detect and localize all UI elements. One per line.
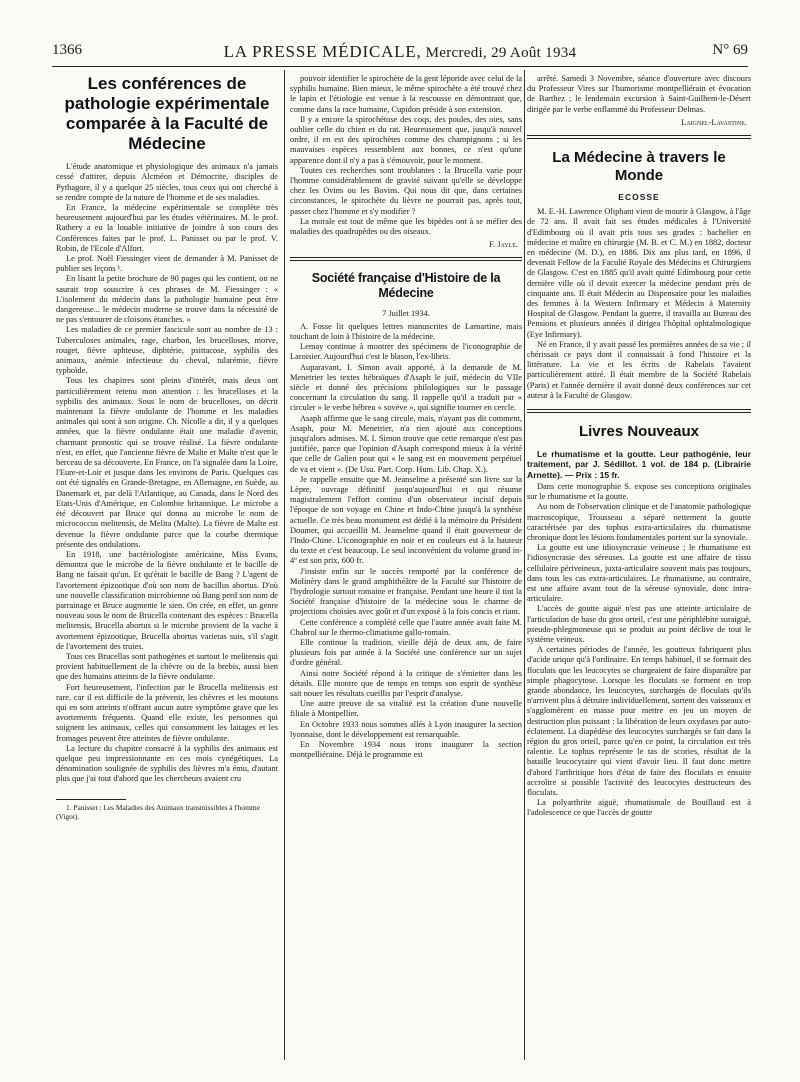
paragraph: A certaines périodes de l'année, les goutteux fabriquent plus d'acide urique qu'à l'ordinaire. En temps habituel, il se formait des floculats que les leucocytes se chargeaient de faire disparaître par simple phagocytose. Lorsque les floculats se forment en trop grande abondance, les leucocytes, surchargés de floculats qu'ils n'arrivent plus à détruire individuellement, sortent des vaisseaux et s'agglomèrent en masse pour mettre en jeu un moyen de destruction plus puissant : la libération de leurs oxydases par auto-éclatement. La diapédèse des leucocytes surchargés se fait dans la région du gros orteil, parce qu'en ce point, la circulation est très ralentie. Le tophus représente le tas de scories, résultat de la bataille leucocytaire qui vient d'avoir lieu. Il faut donc mettre d'abord l'arthritique hors d'état de faire des floculats et ensuite accroître si possible l'activité des leucocytes destructeurs des floculats. bbox=[527, 645, 751, 798]
article-title: Société française d'Histoire de la Médecine bbox=[311, 271, 501, 300]
paragraph: arrêté. Samedi 3 Novembre, séance d'ouverture avec discours du Professeur Vires sur l'humorisme montpelliérain et évocation de Barthez ; le lendemain excursion à Saint-Guilhem-le-Désert dirigée par le verbe enflammé du Professeur Delmas. bbox=[527, 74, 751, 114]
paragraph: Le prof. Noël Fiessinger vient de demander à M. Panisset de publier ses leçons ¹. bbox=[56, 254, 278, 274]
paragraph: Toutes ces recherches sont troublantes : la Brucella varie pour l'homme considérablement de gravité suivant qu'elle se développe chez les Ovins ou les Bovins. Qui nous dit que, dans certaines circonstances, le spirochète du lièvre ne pourrait pas, après tout, passer chez l'homme et s'y modifier ? bbox=[290, 165, 522, 216]
paragraph: pouvoir identifier le spirochète de la gent léporide avec celui de la syphilis humaine. Bien mieux, le même spirochète a été trouvé chez le lapin et l'étiologie est venue à la rescousse en démontrant que, comme dans la race humaine, Cupidon préside à son extension. bbox=[290, 74, 522, 114]
paragraph: Fort heureusement, l'infection par le Brucella melitensis est rare, car il est difficile de la prévenir, les chèvres et les moutons qui en sont atteints n'offrant aucun autre symptôme grave que les avortements fréquents. Quand elle existe, les personnes qui soignent les animaux, celles qui consomment les laitages et les fromages peuvent être atteintes de fièvre ondulante. bbox=[56, 682, 278, 743]
paragraph: Dans cette monographie S. expose ses conceptions originales sur le rhumatisme et la goutte. bbox=[527, 481, 751, 502]
article-body bbox=[527, 482, 751, 819]
paragraph: L'accès de goutte aiguë n'est pas une atteinte articulaire de l'articulation de base du gros orteil, c'est une périphlébite suraiguë, pseudo-phlegmoneuse qui se produit au point déclive de tout le système veineux. bbox=[527, 604, 751, 644]
paragraph: La polyarthrite aiguë, rhumatismale de Bouillaud est à l'adolescence ce que l'accès de goutte bbox=[527, 798, 751, 818]
paragraph: La goutte est une idiosyncrasie veineuse ; le rhumatisme est l'idiosyncrasie des séreuses. La goutte est une affaire de tissu cellulaire périveineux, juxta-articulaire souvent mais pas toujours, dans tous les cas extra-articulaires. Le rhumatisme, au contraire, est une affaire avant tout de la séreuse synoviale, donc intra-articulaire. bbox=[527, 543, 751, 604]
paragraph: Les maladies de ce premier fascicule sont au nombre de 13 : Tuberculoses animales, rage, charbon, les brucelloses, morve, rouget, fièvre aphteuse, diphtérie, psittacose, syphilis des animaux, anémie infectieuse du cheval, tularémie, fièvre typhoïde. bbox=[56, 325, 278, 376]
paragraph: En Octobre 1933 nous sommes allés à Lyon inaugurer la section lyonnaise, dont le développement est remarquable. bbox=[290, 719, 522, 739]
paragraph: En France, la médecine expérimentale se complète très heureusement aujourd'hui par les études vétérinaires. M. le prof. Rathery a eu la louable initiative de joindre à son cours des Conférences faites par le prof. L. Panisset ou par le prof. V. Robin, de l'Ecole d'Alfort. bbox=[56, 203, 278, 253]
column-2 bbox=[290, 74, 522, 1064]
article-body-continued bbox=[527, 74, 751, 115]
paragraph: Elle continue la tradition, vieille déjà de deux ans, de faire plusieurs fois par année à la Société une conférence sur un sujet d'ordre général. bbox=[290, 638, 522, 668]
paragraph: Je rappelle ensuite que M. Jeanselme a présenté son livre sur la Lèpre, ouvrage définitif jusqu'aujourd'hui et qui résume magistralement l'effort continu d'un observateur incisif depuis l'époque de son voyage en Chine et Indo-Chine jusqu'à la synthèse actuelle. Ce très beau monument est dédié à la mémoire du Président Doumer, qui accueillit M. Jeanselme quand il était gouverneur de l'Indo-Chine. L'iconographie en noir et en couleurs est à la hauteur du texte et c'est beaucoup. Le seul inconvénient du volume grand in-4º est son prix, 600 fr. bbox=[290, 474, 522, 566]
paragraph: M. E.-H. Lawrence Oliphant vient de mourir à Glasgow, à l'âge de 72 ans. Il avait fait ses études médicales à l'Université d'Edimbourg où il avait pris tous ses grades : bachelier en médecine et maître en chirurgie (M. B. et C. M.) en 1882, docteur en médecine (M. D.), en 1886. Dix ans plus tard, en 1896, il devenait Fellow de la Faculté Royale des Médecins et Chirurgiens de Glasgow. C'est en 1885 qu'il avait quitté Edimbourg pour cette dernière ville où il devait exercer la médecine pendant près de cinquante ans. Il était Médecin au Dispensaire pour les maladies des femmes à la Western Infirmary et Médecin à Maternity Hospital de Glasgow. Pendant la guerre, il travailla au Bureau des Pensions et plusieurs années il dirigea l'hôpital ophtalmologique (Eye Infirmary). bbox=[527, 207, 751, 339]
book-entry bbox=[527, 449, 751, 480]
paragraph: Ainsi notre Société répond à la critique de s'émietter dans les détails. Elle montre que de temps en temps son esprit de synthèse sait nouer les résultats cueillis par l'esprit d'analyse. bbox=[290, 668, 522, 699]
article-signature: Laignel-Lavastine. bbox=[681, 117, 747, 127]
paragraph: En Novembre 1934 nous irons inaugurer la section montpelliéraine. Déjà le programme est bbox=[290, 740, 522, 760]
paragraph: La morale est tout de même que les bipèdes ont à se méfier des maladies des quadrupèdes ou des oiseaux. bbox=[290, 216, 522, 237]
paragraph: Tous ces Brucellas sont pathogènes et surtout le melitensis qui provient habituellement de la chèvre ou de la brebis, aussi bien que des humains atteints de la fièvre ondulante. bbox=[56, 651, 278, 682]
column-divider bbox=[284, 70, 285, 1060]
page-number: 1366 bbox=[52, 42, 82, 58]
book-title: Le rhumatisme et la goutte. Leur pathogénie, leur traitement, par J. Sédillot. 1 vol. de 184 p. (Librairie Arnette). — Prix : 15 fr. bbox=[527, 448, 751, 480]
page-header bbox=[52, 40, 748, 67]
article-title: Les conférences de pathologie expérimentale comparée à la Faculté de Médecine bbox=[64, 74, 270, 154]
footnote-rule bbox=[56, 799, 126, 800]
paragraph: Tous les chapitres sont pleins d'intérêt, mais deux ont particulièrement retenu mon attention : les brucelloses et la syphilis des animaux. Sous le nom de brucelloses, on décrit maintenant la fièvre ondulante de l'homme et les maladies animales qui sont à son origine. Ch. Nicolle a dit, il y a quelques années, que la fièvre ondulante était une maladie d'avenir, charmant pronostic qui se trouve réalisé. La fièvre ondulante n'est, en effet, que l'ancienne fièvre de Malte et Malte n'est que le berceau de sa découverte. En France, on l'a signalée dans la Loire, l'Eure-et-Loir et jusque dans les environs de Paris. Quelques cas ont été signalés en Grande-Bretagne, en Allemagne, en Suède, au Danemark et, par delà l'Atlantique, au Canada, dans le Nord des Etats-Unis d'Amérique, en Colombie britannique. Le microbe a été découvert par Bruce qui donna au microbe le nom de micrococcus melitensis, de Melita (Malte). La fièvre de Malte est devenue la fièvre ondulante parce que la courbe thermique présente des ondulations. bbox=[56, 376, 278, 549]
article-body bbox=[56, 162, 278, 784]
paragraph: Auparavant, I. Simon avait apporté, à la demande de M. Menetrier les textes hébraïques d'Asaph le juif, médecin du VIIe siècle et donné des précisions philologiques sur le passage concernant la circulation du sang. Il rappelle qu'il a traduit par « circuler » le verbe hébreu « sovève », qui signifie tourner en cercle. bbox=[290, 362, 522, 413]
paragraph: Cette conférence a complété celle que l'autre année avait faite M. Chabrol sur le thermo-climatisme gallo-romain. bbox=[290, 617, 522, 637]
article-title: La Médecine à travers le Monde bbox=[552, 148, 726, 184]
article-signature: F. Jayle. bbox=[489, 240, 518, 250]
section-rule bbox=[527, 409, 751, 413]
column-3 bbox=[527, 74, 751, 1064]
paragraph: En lisant la petite brochure de 90 pages qui les contient, on ne saurait trop souscrire à ces phrases de M. Fiessinger : « L'isolement du médecin dans la pathologie humaine peut être dangereuse... le médecin moderne se trouve dans la nécessité de ne pas s'entourer de cloisons étanches. » bbox=[56, 274, 278, 325]
issue-number: N° 69 bbox=[712, 42, 748, 58]
section-rule bbox=[527, 135, 751, 139]
article-body bbox=[527, 207, 751, 401]
session-date: 7 Juillet 1934. bbox=[382, 308, 430, 318]
section-rule bbox=[290, 257, 522, 261]
article-body-continued bbox=[290, 74, 522, 237]
paragraph: Une autre preuve de sa vitalité est la création d'une nouvelle filiale à Montpellier. bbox=[290, 699, 522, 719]
article-body bbox=[290, 322, 522, 761]
paragraph: La lecture du chapitre consacré à la syphilis des animaux est quelque peu impressionnante en ces mois cynégétiques. La dénomination soulignée de syphilis des lièvres m'a ému, d'autant plus que j'ai tout d'abord que les chercheurs avaient cru bbox=[56, 743, 278, 784]
paragraph: A. Fosse lit quelques lettres manuscrites de Lamartine, mais touchant de loin à l'histoire de la médecine. bbox=[290, 321, 522, 341]
paragraph: L'étude anatomique et physiologique des animaux n'a jamais cessé d'attirer, depuis Alcméon et Démocrite, disciples de Pythagore, il y a quelque 25 siècles, tous ceux qui ont cherché à se rendre compte de la nature de l'homme et de ses maladies. bbox=[56, 162, 278, 202]
article-title: Livres Nouveaux bbox=[578, 423, 700, 441]
article-subtitle: ECOSSE bbox=[618, 192, 660, 203]
paragraph: Asaph affirme que le sang circule, mais, n'ayant pas dit comment, Asaph, pour M. Menetrier, n'a rien ajouté aux conceptions jusqu'alors admises. M. I. Simon trouve que cette remarque n'est pas justifiée, parce que l'opinion d'Asaph correspond mieux à la vérité que celle de Galien pour qui « le sang est en mouvement perpétuel de va et vient ». (De Usu. Part. Corp. Hum. Lib. Chap. X.). bbox=[290, 413, 522, 474]
paragraph: Lemay continue à montrer des spécimens de l'iconographie de Laroisier. Aujourd'hui c'est le blason, l'ex-libris. bbox=[290, 342, 522, 362]
paragraph: Au nom de l'observation clinique et de l'anatomie pathologique macroscopique, Trousseau a séparé nettement la goutte caractérisée par des tophus extra-articulaires du rhumatisme chronique dont les lésions fondamentales portent sur la synoviale. bbox=[527, 502, 751, 542]
issue-date: Mercredi, 29 Août 1934 bbox=[425, 45, 577, 61]
paragraph: Né en France, il y avait passé les premières années de sa vie ; il chérissait ce pays dont il connaissait à fond l'histoire et la littérature. La vie et les écrits de Rabelais l'avaient particulièrement attiré. Il était membre de la Société Rabelais (Paris) et l'année dernière il avait donné deux conférences sur cet auteur à la Faculté de Glasgow. bbox=[527, 339, 751, 400]
masthead bbox=[52, 42, 748, 62]
column-divider bbox=[524, 70, 525, 1060]
column-1 bbox=[56, 74, 278, 1064]
paragraph: Il y a encore la spirochétose des coqs, des poules, des oies, sans oublier celle du chien et du rat. Heureusement que, jusqu'à nouvel ordre, il en est des spirochètes comme des champignons ; si les mauvaises espèces ressemblent aux bonnes, ce n'est qu'une apparence dont il n'y a pas à s'émouvoir, pour le moment. bbox=[290, 114, 522, 165]
footnote: 1. Panisset : Les Maladies des Animaux transmissibles à l'homme (Vigot). bbox=[56, 802, 260, 821]
paper-name: LA PRESSE MÉDICALE, bbox=[223, 42, 422, 61]
paragraph: En 1918, une bactériologiste américaine, Miss Evans, démontra que le microbe de la fièvre ondulante et le bacille de Bang ne faisait qu'un. Et qu'était le bacille de Bang ? L'agent de l'avortement épizootique d'où son nom de bacillus abortus. D'où une nouvelle classification microbienne où Bang perd son nom de parrainage et Bruce augmente le sien. On crée, en effet, un genre nouveau sous le nom de Brucella contenant des espèces : Brucella melitensis, Brucella abortus si le microbe provient de la vache à avortement épizootique, Brucella abortus varietas suis, s'il s'agit de l'avortement des truies. bbox=[56, 549, 278, 651]
paragraph: J'insiste enfin sur le succès remporté par la conférence de Molinéry dans le grand amphithéâtre de la Faculté sur l'histoire de l'hydrologie surtout romaine et française. Pendant une heure il tint la Société française d'histoire de la médecine sous le charme de projections choisies avec goût et d'un exposé à la fois concis et riant. bbox=[290, 566, 522, 617]
